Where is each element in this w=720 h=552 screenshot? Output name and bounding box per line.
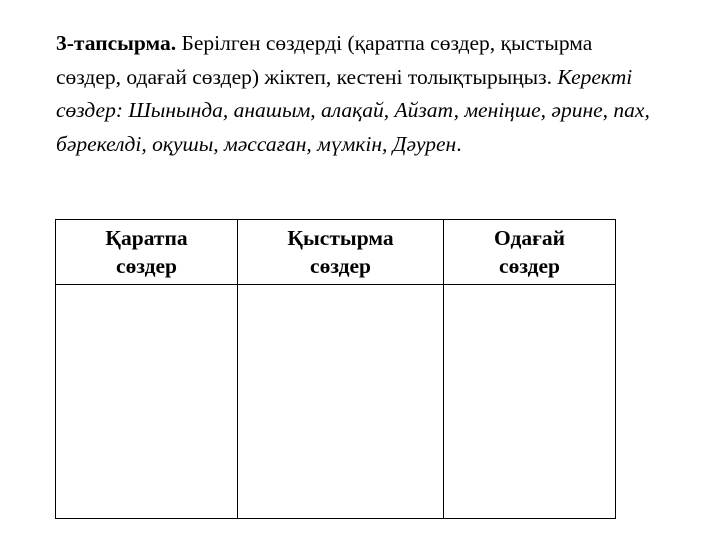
- task-paragraph: [56, 27, 656, 161]
- column-header-karatpa: [56, 220, 238, 285]
- column-header-line: сөздер: [310, 254, 371, 278]
- column-header-kystyrma: [238, 220, 444, 285]
- table-header-row: [56, 220, 616, 285]
- answer-cell-karatpa: [56, 285, 238, 519]
- column-header-line: сөздер: [499, 254, 560, 278]
- column-header-line: Қаратпа: [105, 226, 188, 250]
- column-header-line: Одағай: [494, 226, 565, 250]
- keywords-list: Керекті сөздер: Шынында, анашым, алақай, Айзат, меніңше, әрине, пах, бәрекелді, оқушы, мәссаған, мүмкін, Дәурен: [56, 64, 650, 156]
- task-instruction: Берілген сөздерді (қаратпа сөздер, қыстырма сөздер, одағай сөздер) жіктеп, кестені толықтырыңыз.: [56, 31, 593, 89]
- task-label: 3-тапсырма.: [56, 31, 177, 55]
- table-row: [56, 285, 616, 519]
- answer-cell-kystyrma: [238, 285, 444, 519]
- classification-table: [55, 219, 616, 519]
- end-period: .: [456, 131, 462, 156]
- column-header-line: Қыстырма: [287, 226, 394, 250]
- column-header-odagai: [444, 220, 616, 285]
- answer-cell-odagai: [444, 285, 616, 519]
- column-header-line: сөздер: [116, 254, 177, 278]
